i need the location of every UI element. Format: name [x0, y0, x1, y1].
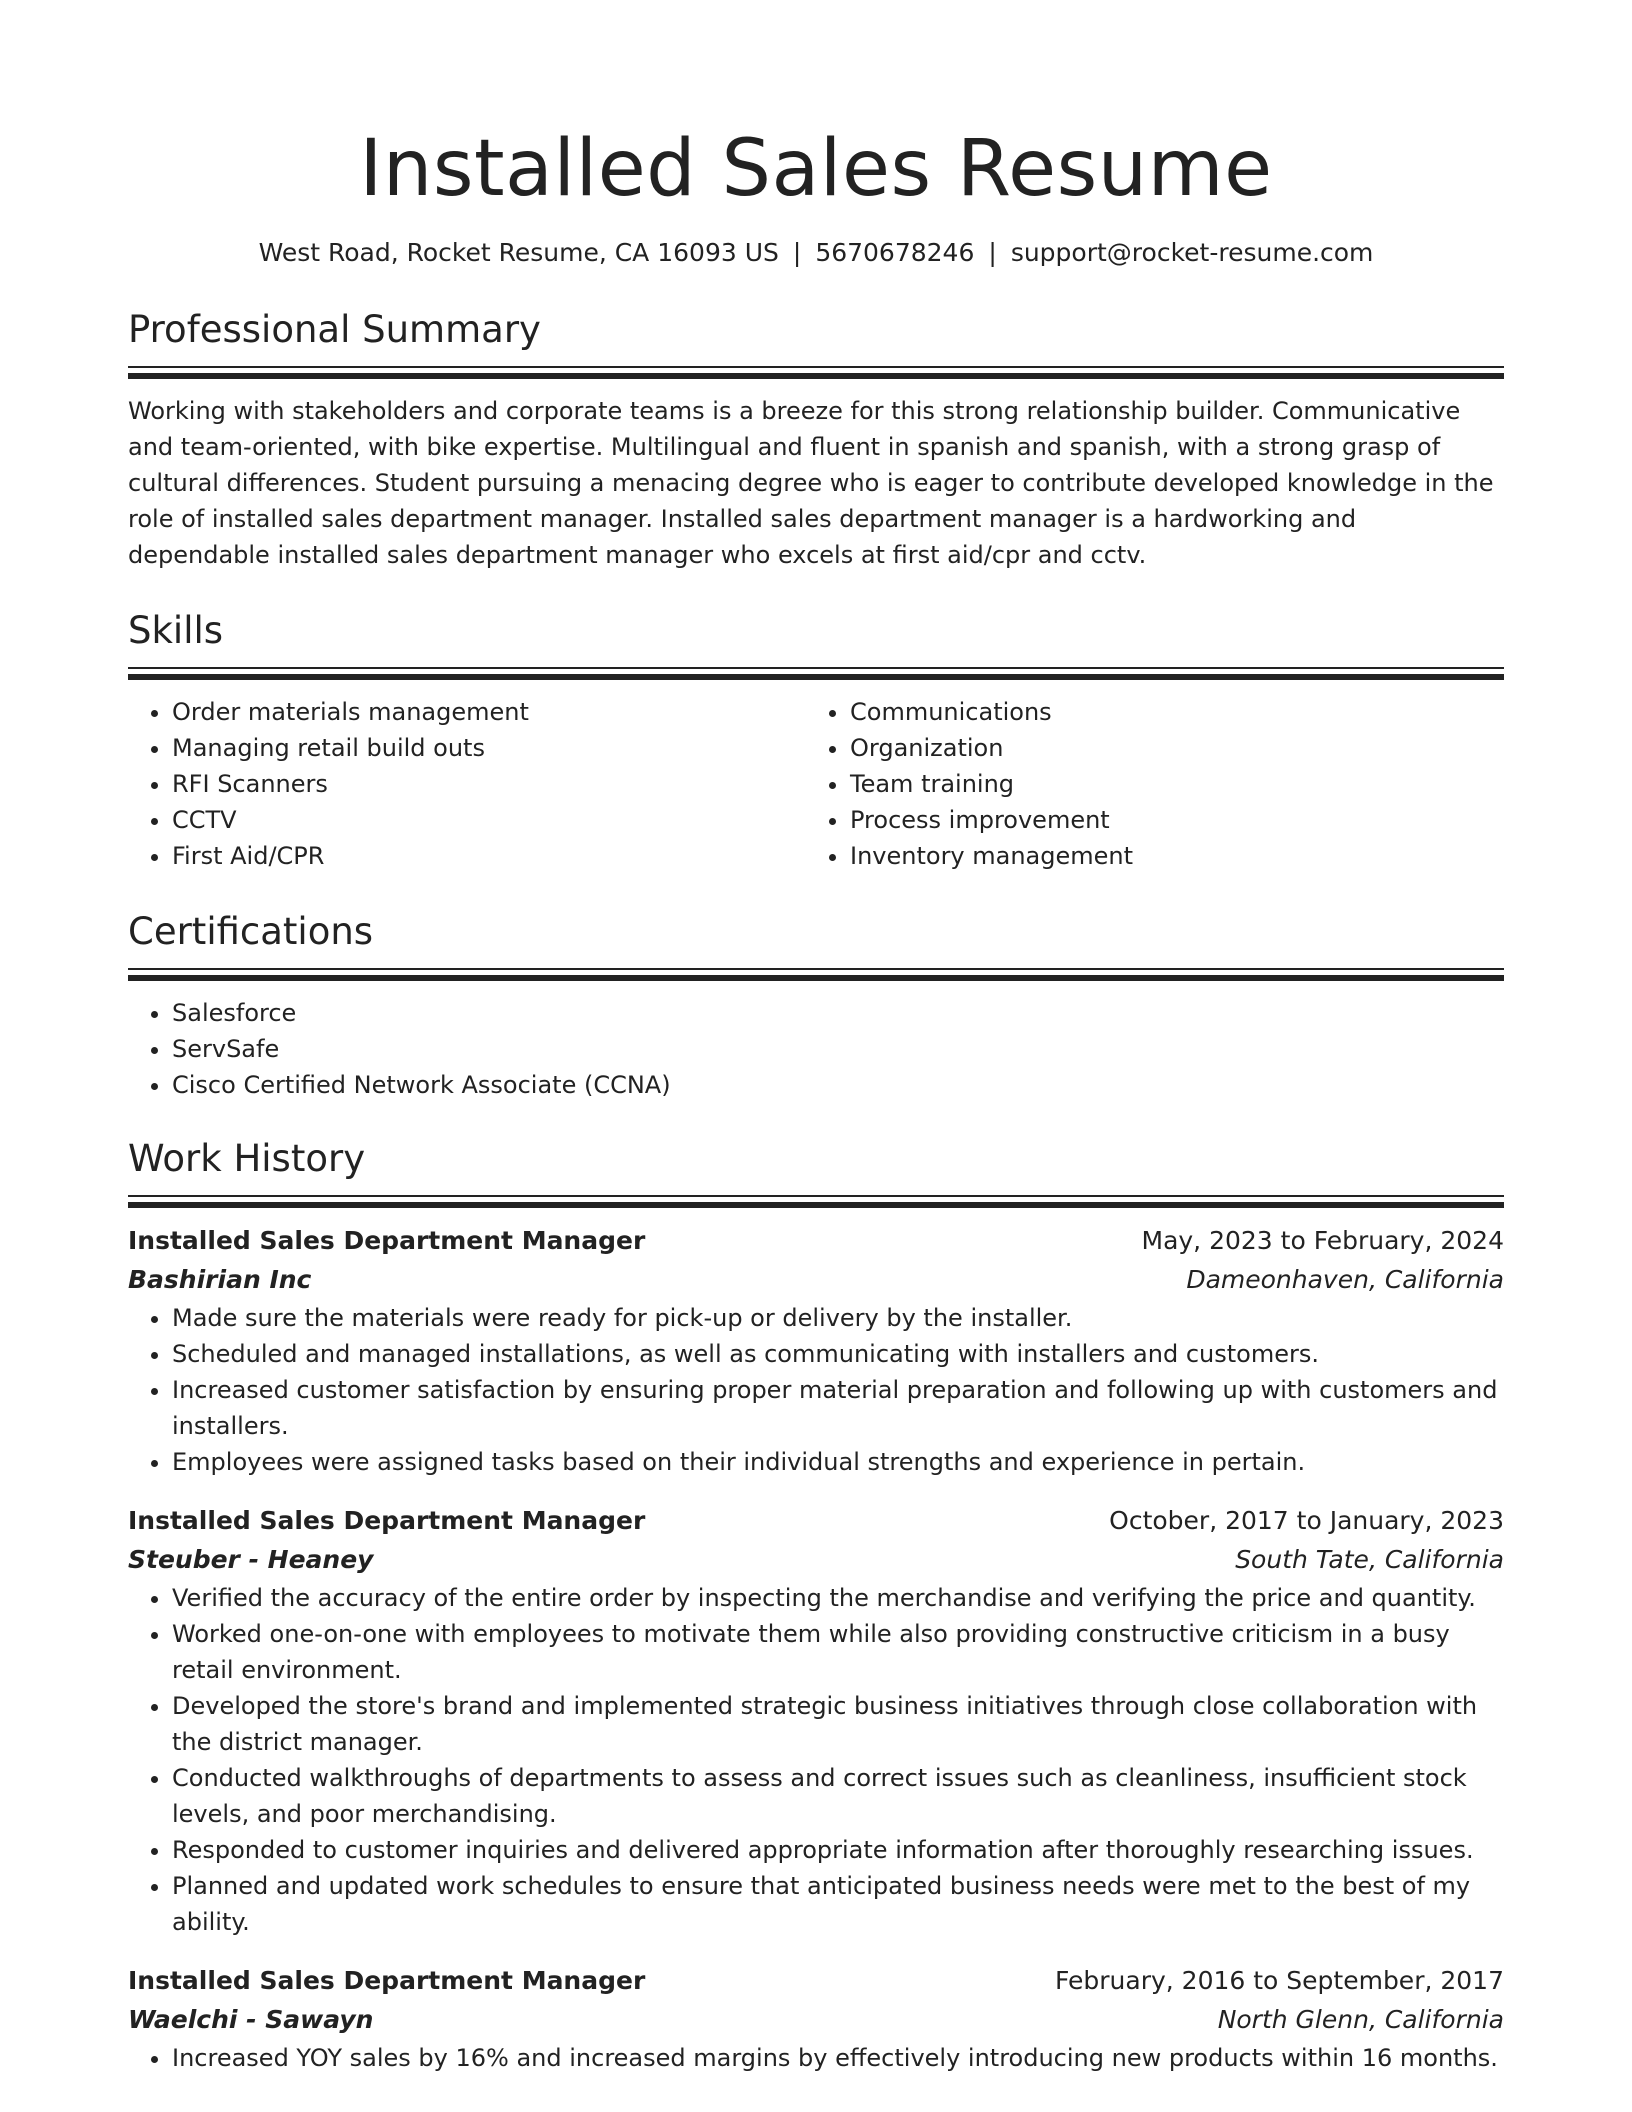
job-bullet: • Developed the store's brand and implemented strategic business initiatives through close collaboration with the district manager.: [172, 1688, 1504, 1760]
skills-heading: Skills: [128, 609, 224, 652]
job-location: South Tate, California: [1235, 1545, 1504, 1574]
job-location: Dameonhaven, California: [1186, 1265, 1504, 1294]
summary-text: Working with stakeholders and corporate teams is a breeze for this strong relationship builder. Communicative and team-oriented, with bike expertise. Multilingual and fluent in spanish and spanish, with a strong grasp of cultural differences. Student pursuing a menacing degree who is eager to contribute developed knowledge in the role of installed sales department manager. Installed sales department manager is a hardworking and dependable installed sales department manager who excels at first aid/cpr and cctv.: [128, 397, 1494, 569]
resume-title: Installed Sales Resume: [359, 124, 1273, 214]
skill-item: • Process improvement: [850, 802, 1484, 838]
job-subheader: [128, 1260, 1504, 1300]
skills-section: [128, 607, 1504, 874]
job-dates: February, 2016 to September, 2017: [1055, 1966, 1504, 1995]
certification-item: • ServSafe: [172, 1031, 1504, 1067]
job-company: Waelchi - Sawayn: [128, 2005, 374, 2034]
job-bullet: • Conducted walkthroughs of departments to assess and correct issues such as cleanliness, insufficient stock levels, and poor merchandising.: [172, 1760, 1504, 1832]
contact-email: support@rocket-resume.com: [1010, 238, 1374, 267]
job-bullet: • Made sure the materials were ready for pick-up or delivery by the installer.: [172, 1300, 1504, 1336]
job-title: Installed Sales Department Manager: [128, 1966, 646, 1995]
skill-item: • Communications: [850, 694, 1484, 730]
section-divider: [128, 968, 1504, 970]
skill-item: • Organization: [850, 730, 1484, 766]
section-divider: [128, 366, 1504, 368]
section-divider: [128, 1202, 1504, 1208]
job-title: Installed Sales Department Manager: [128, 1226, 646, 1255]
contact-address: West Road, Rocket Resume, CA 16093 US: [258, 238, 779, 267]
skill-item: • Inventory management: [850, 838, 1484, 874]
skills-grid: [128, 694, 1504, 874]
resume-page: [128, 0, 1504, 2096]
skill-item: • Team training: [850, 766, 1484, 802]
job-bullets: [128, 2040, 1504, 2076]
job-bullets: [128, 1300, 1504, 1480]
section-divider: [128, 1195, 1504, 1197]
job-company: Steuber - Heaney: [128, 1545, 374, 1574]
certification-item: • Cisco Certified Network Associate (CCNA): [172, 1067, 1504, 1103]
job-bullet: • Responded to customer inquiries and delivered appropriate information after thoroughly researching issues.: [172, 1832, 1504, 1868]
certification-item: • Salesforce: [172, 995, 1504, 1031]
job-bullet: • Verified the accuracy of the entire order by inspecting the merchandise and verifying the price and quantity.: [172, 1580, 1504, 1616]
skill-item: • Order materials management: [172, 694, 806, 730]
job-location: North Glenn, California: [1217, 2005, 1504, 2034]
certifications-section: [128, 908, 1504, 1103]
certifications-heading: Certifications: [128, 910, 374, 953]
skills-column-right: [806, 694, 1484, 874]
job-title: Installed Sales Department Manager: [128, 1506, 646, 1535]
job-bullet: • Scheduled and managed installations, as well as communicating with installers and customers.: [172, 1336, 1504, 1372]
job-header: [128, 1962, 1504, 2000]
job-bullet: • Planned and updated work schedules to ensure that anticipated business needs were met to the best of my ability.: [172, 1868, 1504, 1940]
section-divider: [128, 975, 1504, 981]
job-subheader: [128, 1540, 1504, 1580]
job-entry: [128, 1502, 1504, 1940]
contact-phone: 5670678246: [815, 238, 975, 267]
skill-item: • CCTV: [172, 802, 806, 838]
contact-separator: |: [792, 238, 802, 267]
job-bullet: • Increased customer satisfaction by ensuring proper material preparation and following up with customers and installers.: [172, 1372, 1504, 1444]
contact-separator: |: [988, 238, 997, 267]
section-divider: [128, 373, 1504, 379]
work-history-heading: Work History: [128, 1137, 366, 1180]
contact-line: [128, 236, 1504, 270]
job-header: [128, 1222, 1504, 1260]
job-bullet: • Employees were assigned tasks based on their individual strengths and experience in pertain.: [172, 1444, 1504, 1480]
job-subheader: [128, 2000, 1504, 2040]
summary-heading: Professional Summary: [128, 308, 541, 351]
section-divider: [128, 667, 1504, 669]
job-bullets: [128, 1580, 1504, 1940]
job-entry: [128, 1222, 1504, 1480]
skill-item: • First Aid/CPR: [172, 838, 806, 874]
job-bullet: • Worked one-on-one with employees to motivate them while also providing constructive criticism in a busy retail environment.: [172, 1616, 1504, 1688]
job-company: Bashirian Inc: [128, 1265, 312, 1294]
skill-item: • RFI Scanners: [172, 766, 806, 802]
job-header: [128, 1502, 1504, 1540]
job-entry: [128, 1962, 1504, 2076]
skill-item: • Managing retail build outs: [172, 730, 806, 766]
summary-section: [128, 306, 1504, 573]
section-divider: [128, 674, 1504, 680]
skills-column-left: [128, 694, 806, 874]
job-dates: October, 2017 to January, 2023: [1109, 1506, 1504, 1535]
job-bullet: • Increased YOY sales by 16% and increased margins by effectively introducing new products within 16 months.: [172, 2040, 1504, 2076]
work-history-section: [128, 1135, 1504, 2076]
job-dates: May, 2023 to February, 2024: [1141, 1226, 1504, 1255]
